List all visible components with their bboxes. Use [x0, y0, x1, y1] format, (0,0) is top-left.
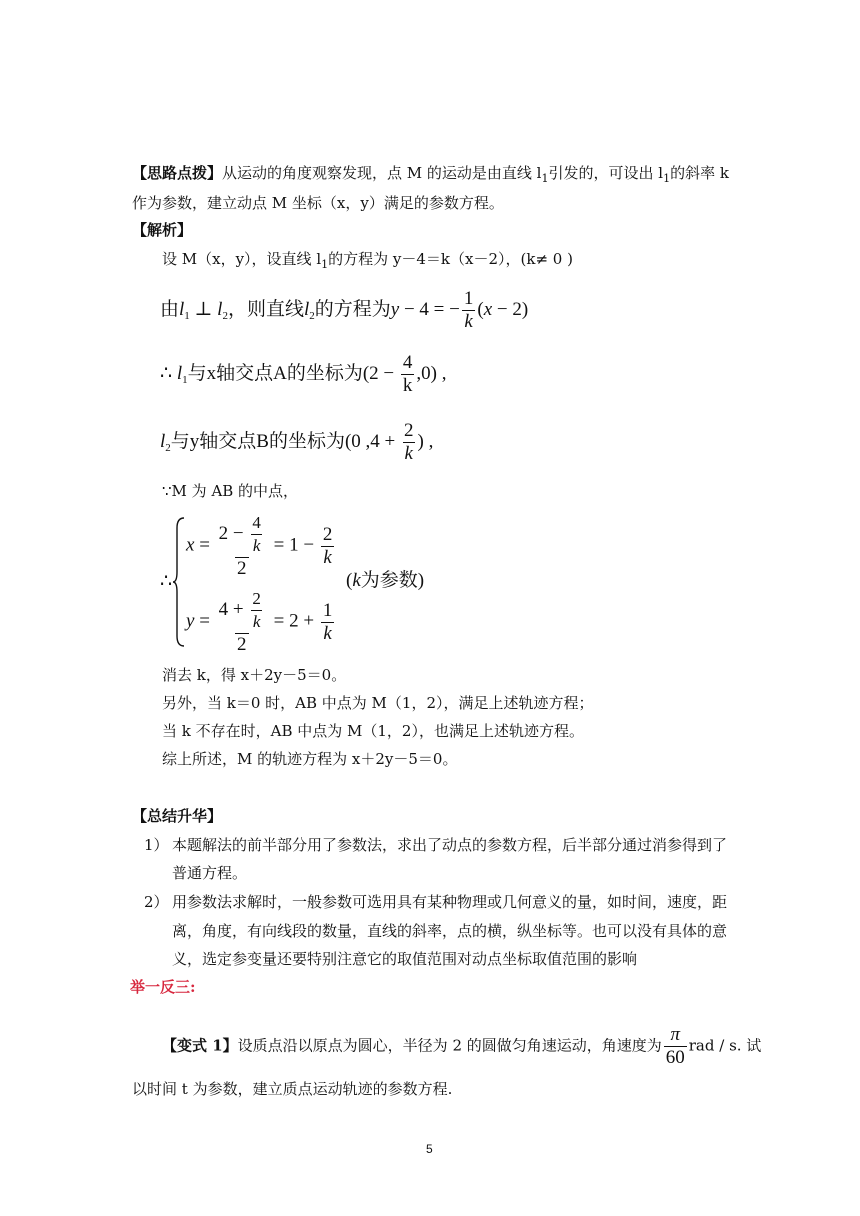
l1-subscript: 1: [541, 172, 549, 185]
summary-item-2-line-c: 义，选定参变量还要特别注意它的取值范围对动点坐标取值范围的影响: [172, 950, 638, 968]
summary-label: 【总结升华】: [132, 807, 223, 825]
variant-text-a: 设质点沿以原点为圆心，半径为 2 的圆做匀角速运动，角速度为: [237, 1036, 662, 1055]
variant-label: 【变式 1】: [162, 1036, 238, 1055]
page-number: 5: [426, 1142, 433, 1156]
case-k-undefined: 当 k 不存在时，AB 中点为 M（1，2），也满足上述轨迹方程。: [162, 722, 584, 740]
summary-item-1-line-b: 普通方程。: [172, 864, 248, 882]
summary-item-1-line-a: 本题解法的前半部分用了参数法，求出了动点的参数方程，后半部分通过消参得到了: [172, 836, 728, 854]
summary-item-2-num: 2）: [144, 893, 169, 911]
l1-subscript-3: 1: [321, 258, 329, 271]
variant-1-line-a: [162, 1024, 761, 1069]
equation-perpendicular: 由$l_1$ ⊥ $l_2$，则直线$l_2$的方程为y − 4 = − $\frac{1}{k}$ (x − 2): [160, 288, 529, 333]
case-k-zero: 另外，当 k＝0 时，AB 中点为 M（1，2），满足上述轨迹方程；: [162, 694, 594, 712]
equation-point-b: $l_2$与y轴交点B的坐标为(0 ,4 + $\frac{2}{k}$ ) ,: [160, 420, 434, 465]
l1-subscript-2: 1: [663, 172, 671, 185]
therefore-symbol: ∴: [160, 571, 173, 592]
left-brace-icon: [172, 516, 186, 648]
variant-unit: rad / s. 试: [688, 1036, 762, 1055]
setup-text-a: 设 M（x，y），设直线 l: [162, 250, 322, 268]
hint-label: 【思路点拨】: [132, 164, 223, 182]
setup-text-b: 的方程为 y－4＝k（x－2），(k≠ 0 ): [328, 250, 573, 268]
hint-line-2: 作为参数，建立动点 M 坐标（x，y）满足的参数方程。: [132, 194, 504, 212]
eq2-pre: 由: [160, 299, 180, 320]
param-note: (k为参数): [346, 570, 425, 591]
pi-over-60: $\frac{\pi}{60}$: [665, 1024, 685, 1068]
equation-point-a: ∴ $l_1$与x轴交点A的坐标为(2 − $\frac{4}{k}$ ,0) ,: [160, 352, 447, 397]
variant-1-line-b: 以时间 t 为参数，建立质点运动轨迹的参数方程.: [132, 1080, 453, 1098]
conclusion: 综上所述，M 的轨迹方程为 x＋2y－5＝0。: [162, 750, 458, 768]
midpoint-statement: ∵M 为 AB 的中点，: [162, 482, 299, 500]
summary-item-2-line-b: 离，角度，有向线段的数量，直线的斜率，点的横，纵坐标等。也可以没有具体的意: [172, 922, 728, 940]
eliminate-k: 消去 k，得 x＋2y－5＝0。: [162, 666, 347, 684]
param-equation-x: x = 2 − $\frac{4}{k}$ 2 = 1 − $\frac{2}{k}$: [186, 513, 333, 579]
eq3-text: 与x轴交点A的坐标为: [187, 363, 363, 384]
hint-line-1: [132, 162, 729, 186]
eq2-post: 的方程为: [314, 299, 391, 320]
summary-item-1-num: 1）: [144, 836, 169, 854]
hint-text-1c: 的斜率 k: [670, 164, 729, 182]
analysis-label: 【解析】: [132, 221, 193, 239]
summary-item-2-line-a: 用参数法求解时，一般参数可选用具有某种物理或几何意义的量，如时间，速度，距: [172, 893, 728, 911]
hint-text-1a: 从运动的角度观察发现，点 M 的运动是由直线 l: [222, 164, 542, 182]
extension-title: 举一反三:: [130, 978, 196, 996]
param-equation-y: y = 4 + $\frac{2}{k}$ 2 = 2 + $\frac{1}{k}$: [186, 589, 333, 655]
analysis-setup: [162, 248, 573, 272]
hint-text-1b: 引发的，可设出 l: [548, 164, 664, 182]
eq2-mid: ，则直线: [227, 299, 304, 320]
eq4-text: 与y轴交点B的坐标为: [170, 431, 345, 452]
